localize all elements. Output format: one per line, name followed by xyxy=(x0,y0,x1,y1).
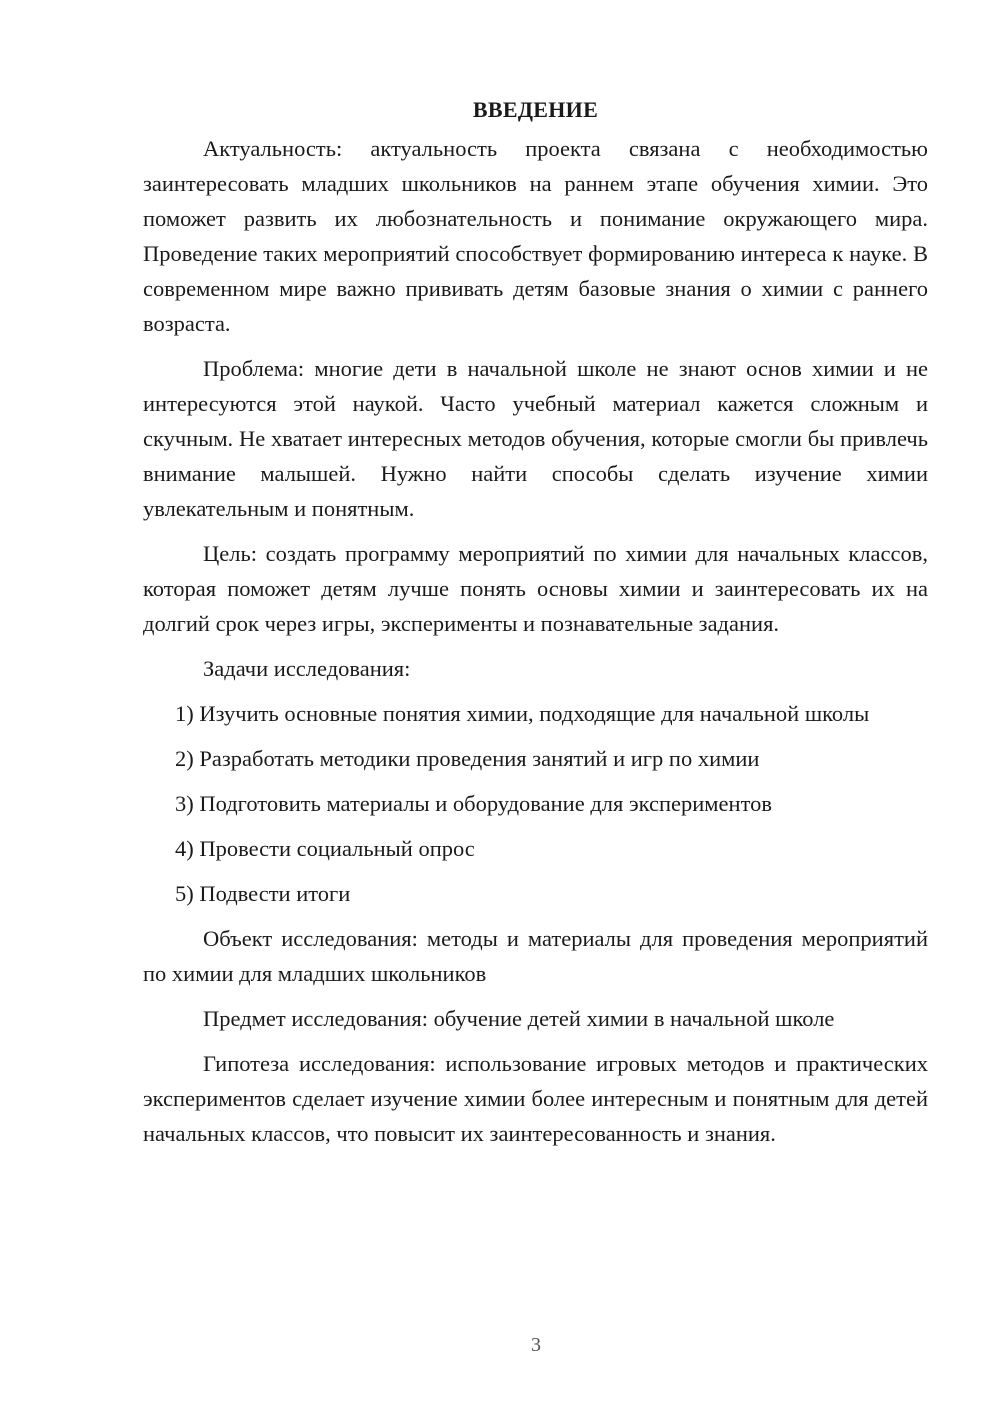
task-item: 3) Подготовить материалы и оборудование для экспериментов xyxy=(175,791,772,816)
page-content xyxy=(143,92,928,1161)
task-item: 2) Разработать методики проведения занятий и игр по химии xyxy=(175,746,760,771)
paragraph-object: Объект исследования: методы и материалы для проведения мероприятий по химии для младших школьников xyxy=(143,926,928,986)
tasks-heading: Задачи исследования: xyxy=(203,656,411,681)
task-item: 5) Подвести итоги xyxy=(175,881,351,906)
paragraph-relevance: Актуальность: актуальность проекта связана с необходимостью заинтересовать младших школьников на раннем этапе обучения химии. Это поможет развить их любознательность и понимание окружающего мира. Проведение таких мероприятий способствует формированию интереса к науке. В современном мире важно прививать детям базовые знания о химии с раннего возраста. xyxy=(143,136,928,336)
paragraph-problem: Проблема: многие дети в начальной школе не знают основ химии и не интересуются этой наукой. Часто учебный материал кажется сложным и скучным. Не хватает интересных методов обучения, которые смогли бы привлечь внимание малышей. Нужно найти способы сделать изучение химии увлекательным и понятным. xyxy=(143,356,928,521)
paragraph-goal: Цель: создать программу мероприятий по химии для начальных классов, которая поможет детям лучше понять основы химии и заинтересовать их на долгий срок через игры, эксперименты и познавательные задания. xyxy=(143,541,928,636)
page-number: 3 xyxy=(531,1334,541,1356)
task-item: 1) Изучить основные понятия химии, подходящие для начальной школы xyxy=(175,701,870,726)
paragraph-hypothesis: Гипотеза исследования: использование игровых методов и практических экспериментов сделает изучение химии более интересным и понятным для детей начальных классов, что повысит их заинтересованность и знания. xyxy=(143,1051,928,1146)
task-item: 4) Провести социальный опрос xyxy=(175,836,475,861)
paragraph-subject: Предмет исследования: обучение детей химии в начальной школе xyxy=(203,1006,835,1031)
section-title: ВВЕДЕНИЕ xyxy=(472,97,599,122)
